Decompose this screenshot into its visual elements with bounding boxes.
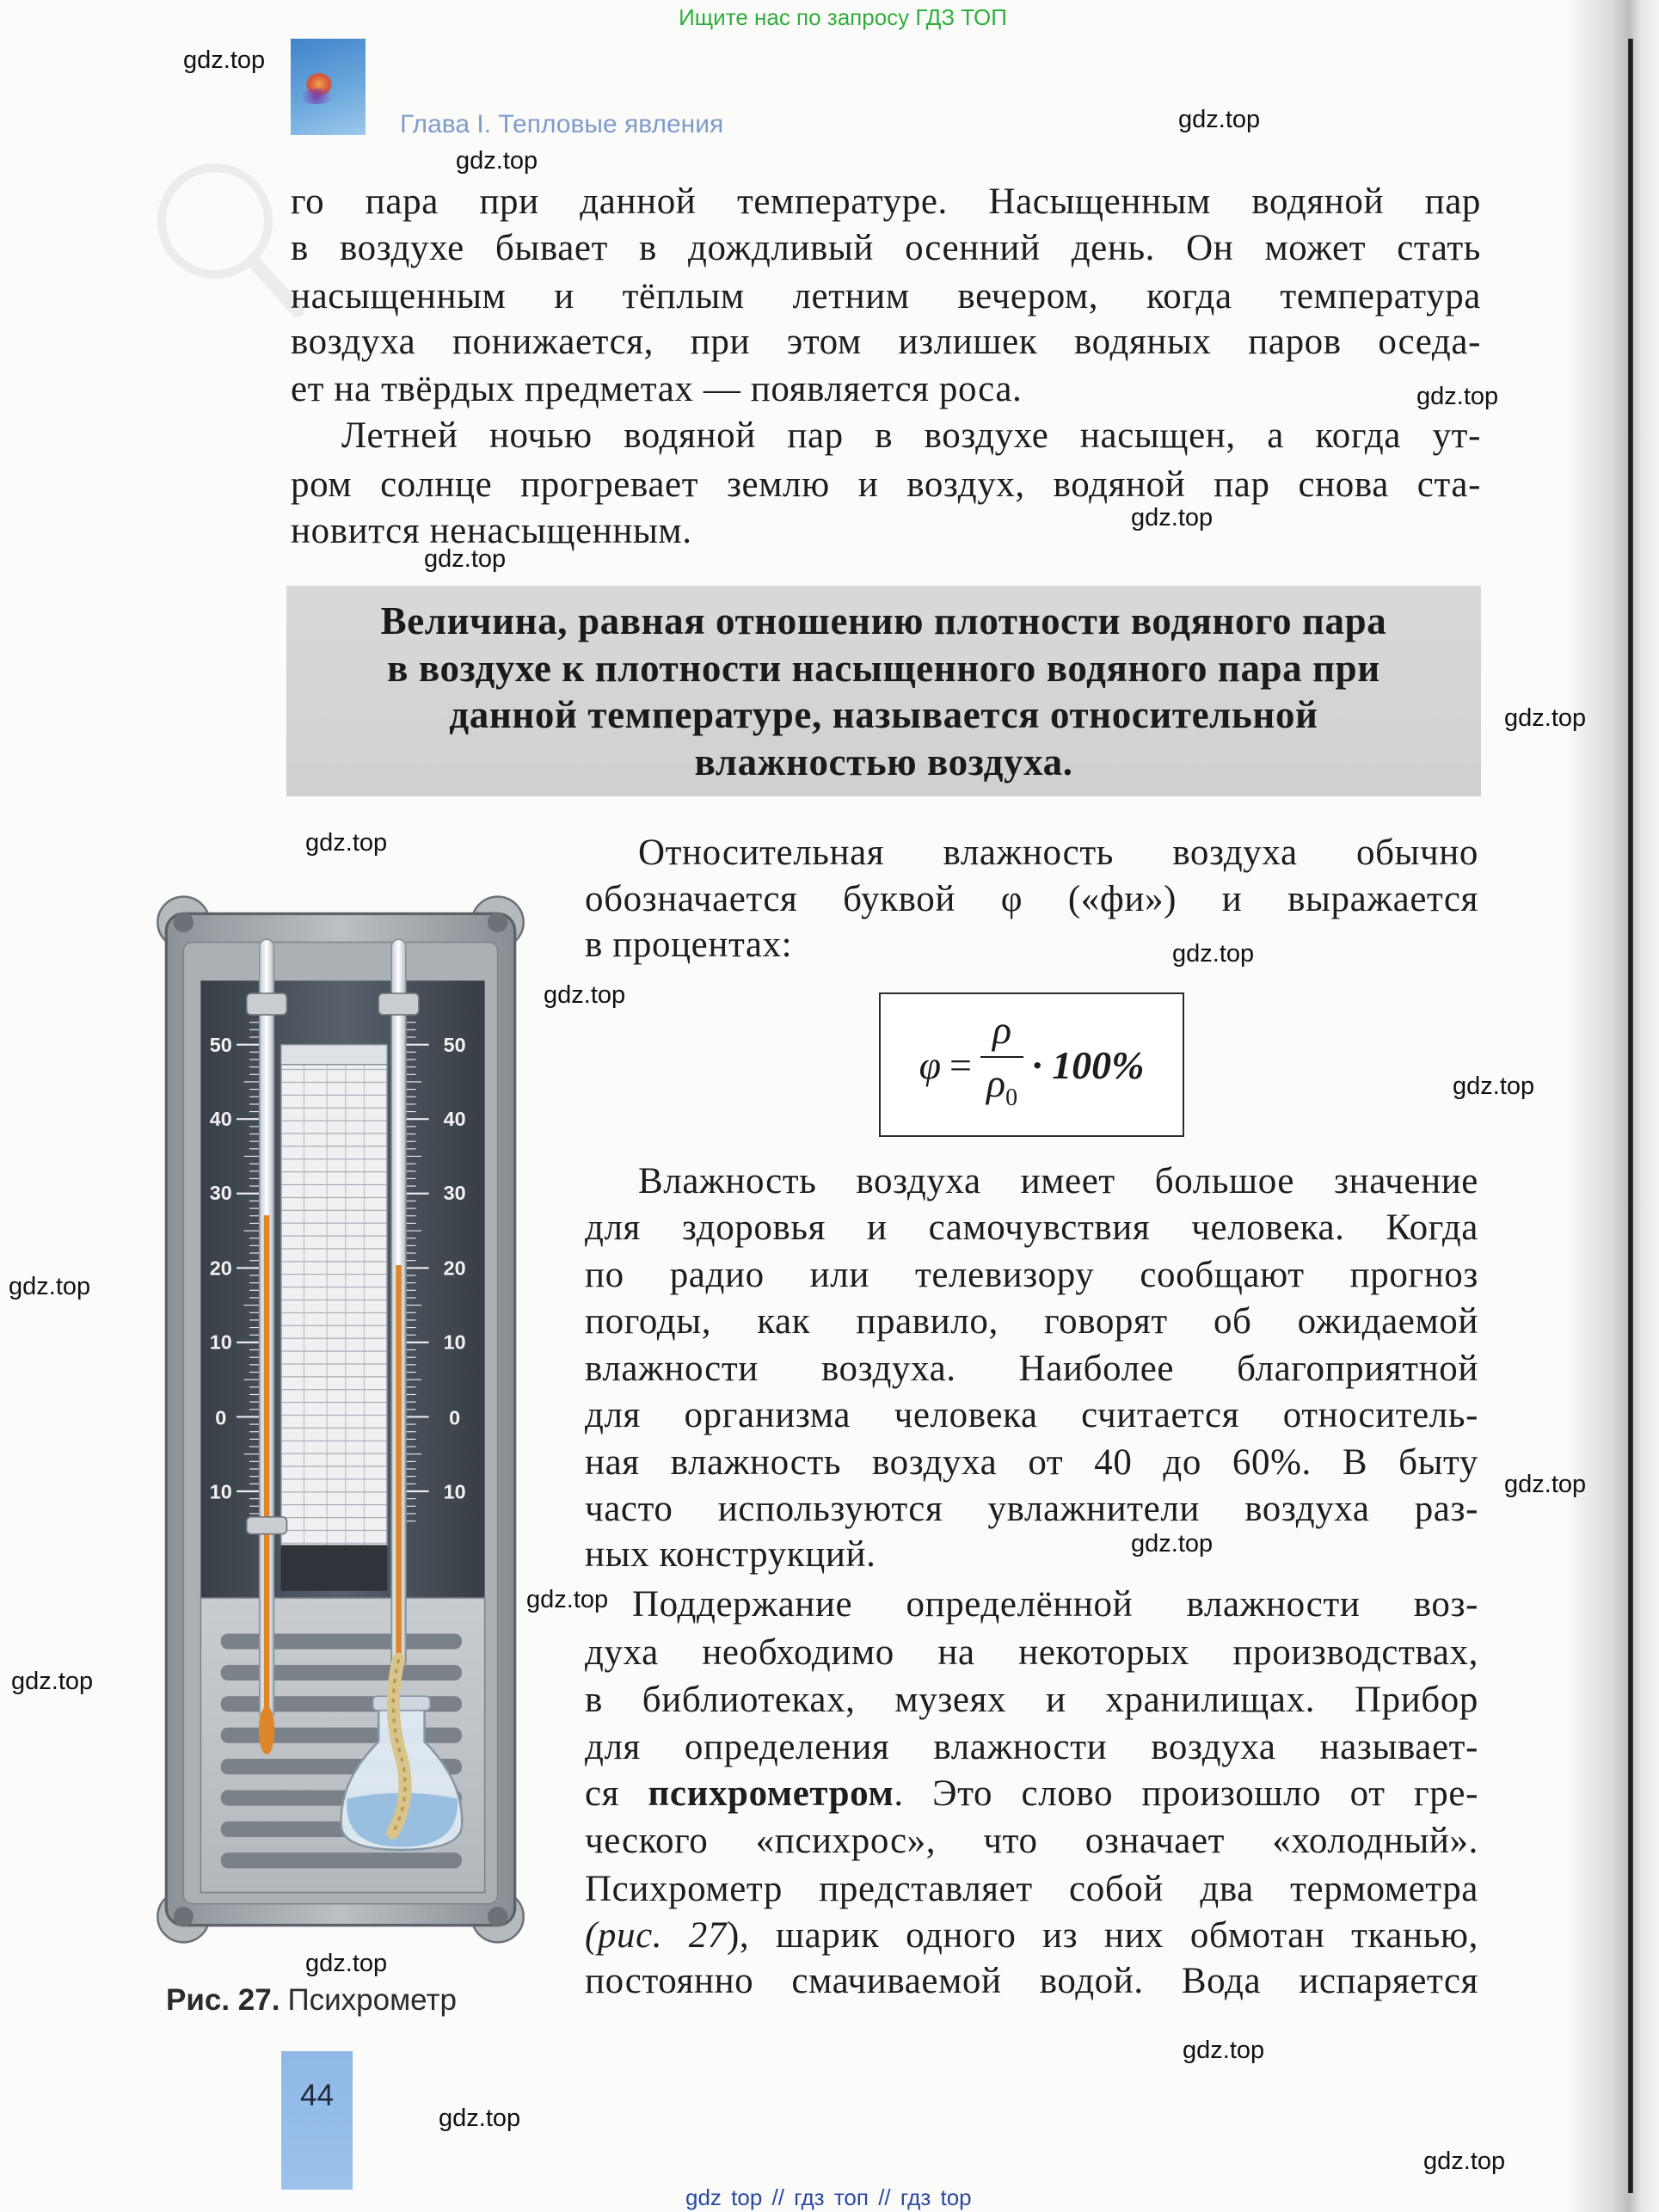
scale-label-right: 40 — [443, 1108, 466, 1130]
body-line: в процентах: — [585, 925, 793, 965]
definition-line: влажностью воздуха. — [694, 740, 1073, 783]
definition-line: данной температуре, называется относительной — [449, 693, 1318, 736]
scale-label-left: 40 — [209, 1108, 232, 1130]
intro-line: Летней ночью водяной пар в воздухе насыщен, а когда ут- — [341, 415, 1481, 456]
phi-symbol: φ — [919, 1042, 942, 1087]
mounting-hole — [174, 1907, 194, 1926]
thumbnail-shape — [298, 89, 335, 104]
scale-label-right: 10 — [443, 1330, 466, 1354]
definition-line: Величина, равная отношению плотности водяного пара — [380, 599, 1387, 642]
dry-thermometer-mercury — [264, 1215, 270, 1713]
scale-label-right: 10 — [443, 1480, 466, 1503]
term-psychrometer: психрометром — [648, 1773, 894, 1814]
body-line: погоды, как правило, говорят об ожидаемой — [585, 1301, 1478, 1342]
watermark: gdz.top — [1416, 383, 1499, 410]
body-line — [585, 1913, 1478, 1959]
body-line — [585, 1771, 1478, 1817]
formula-box — [879, 992, 1184, 1137]
figure-title: Психрометр — [287, 1983, 457, 2017]
scale-label-left: 0 — [215, 1406, 227, 1429]
watermark: gdz.top — [9, 1273, 91, 1300]
psychrometer-illustration — [155, 891, 526, 1948]
magnifier-icon — [146, 159, 310, 323]
page-edge-shadow — [1570, 0, 1659, 2212]
watermark: gdz.top — [1131, 1530, 1214, 1558]
grille-slot — [221, 1633, 462, 1649]
wet-thermometer-mercury — [396, 1265, 402, 1663]
watermark: gdz.top — [456, 147, 538, 175]
body-line: постоянно смачиваемой водой. Вода испаряется — [585, 1961, 1478, 2001]
definition-line: в воздухе к плотности насыщенного водяного пара при — [387, 647, 1380, 690]
watermark: gdz.top — [1453, 1072, 1535, 1100]
watermark: gdz.top — [1504, 704, 1587, 732]
body-line: Влажность воздуха имеет большое значение — [638, 1161, 1478, 1201]
body-line: Поддержание определённой влажности воз- — [632, 1584, 1478, 1625]
humidity-table — [281, 1045, 387, 1545]
body-line: по радио или телевизору сообщают прогноз — [585, 1255, 1478, 1295]
scale-label-left: 10 — [209, 1480, 232, 1503]
body-line: ная влажность воздуха от 40 до 60%. В быту — [585, 1442, 1478, 1483]
body-line: для определения влажности воздуха называет- — [585, 1727, 1478, 1767]
percent-multiplier: · 100% — [1032, 1042, 1145, 1087]
body-line: ческого «психрос», что означает «холодный». — [585, 1821, 1478, 1861]
watermark: gdz.top — [424, 545, 507, 573]
body-line: духа необходимо на некоторых производствах, — [585, 1632, 1478, 1673]
figure-reference: рис. 27 — [597, 1915, 727, 1956]
body-line: для здоровья и самочувствия человека. Когда — [585, 1207, 1478, 1248]
mounting-hole — [488, 1907, 507, 1926]
body-line: влажности воздуха. Наиболее благоприятной — [585, 1349, 1478, 1389]
body-line: ных конструкций. — [585, 1534, 876, 1575]
grille-slot — [221, 1853, 462, 1868]
body-line: обозначается буквой φ («фи») и выражается — [585, 879, 1478, 919]
body-line: Относительная влажность воздуха обычно — [638, 833, 1478, 873]
intro-line: го пара при данной температуре. Насыщенным водяной пар — [291, 181, 1481, 222]
panel-dark-strip — [281, 1545, 387, 1591]
intro-line: в воздухе бывает в дождливый осенний день. Он может стать — [291, 228, 1481, 268]
search-banner: Ищите нас по запросу ГДЗ ТОП — [679, 4, 1007, 30]
line-segment: ся — [585, 1773, 648, 1814]
page-number: 44 — [300, 2079, 334, 2112]
thermometer-clamp — [247, 1517, 287, 1534]
thermometer-clamp — [378, 993, 419, 1015]
thermometer-clamp — [247, 993, 287, 1015]
intro-line: воздуха понижается, при этом излишек водяных паров оседа- — [291, 322, 1481, 362]
page-number-tab — [281, 2051, 353, 2190]
humidity-table-header — [281, 1045, 387, 1065]
intro-line: ет на твёрдых предметах — появляется роса. — [291, 369, 1023, 409]
grille-slot — [221, 1665, 462, 1681]
grille-slot — [221, 1728, 462, 1743]
figure-caption — [166, 1982, 457, 2018]
scale-label-right: 0 — [449, 1406, 461, 1429]
scale-label-right: 20 — [443, 1257, 466, 1280]
line-segment: . Это слово произошло от гре- — [894, 1773, 1478, 1814]
fraction — [980, 1005, 1023, 1124]
watermark: gdz.top — [1172, 940, 1255, 968]
watermark: gdz.top — [1131, 504, 1214, 531]
equals-sign: = — [949, 1042, 972, 1087]
scale-label-left: 50 — [209, 1034, 232, 1056]
watermark: gdz.top — [439, 2104, 521, 2132]
watermark: gdz.top — [526, 1586, 609, 1613]
mounting-hole — [174, 912, 194, 932]
scale-label-right: 30 — [443, 1182, 466, 1204]
body-line: в библиотеках, музеях и хранилищах. Прибор — [585, 1680, 1478, 1720]
scale-label-left: 10 — [209, 1330, 232, 1354]
line-segment: ), шарик одного из них обмотан тканью, — [726, 1915, 1478, 1956]
intro-line: ром солнце прогревает землю и воздух, водяной пар снова ста- — [291, 464, 1481, 505]
scale-label-left: 30 — [209, 1182, 232, 1204]
body-line: Психрометр представляет собой два термометра — [585, 1869, 1478, 1909]
line-segment: ( — [585, 1915, 598, 1956]
body-line: часто используются увлажнители воздуха раз- — [585, 1489, 1478, 1529]
watermark: gdz.top — [305, 829, 388, 857]
chapter-thumbnail — [291, 39, 366, 135]
watermark: gdz.top — [305, 1950, 388, 1977]
footer-links: gdz top // гдз топ // гдз top — [685, 2184, 972, 2210]
denominator-symbol: ρ — [986, 1061, 1006, 1106]
watermark: gdz.top — [11, 1668, 94, 1695]
figure-label: Рис. 27. — [166, 1983, 280, 2017]
watermark: gdz.top — [1183, 2037, 1265, 2064]
flask-rim — [373, 1696, 431, 1711]
watermark: gdz.top — [1423, 2147, 1506, 2175]
watermark: gdz.top — [544, 981, 626, 1009]
body-line: для организма человека считается относитель- — [585, 1395, 1478, 1435]
dry-thermometer-bulb — [259, 1706, 274, 1754]
page-binding-line — [1628, 39, 1633, 2193]
chapter-title: Глава I. Тепловые явления — [400, 110, 724, 138]
fraction-denominator — [986, 1058, 1017, 1124]
scale-label-right: 50 — [443, 1034, 466, 1056]
watermark: gdz.top — [183, 46, 266, 74]
mounting-hole — [488, 912, 507, 932]
watermark: gdz.top — [1178, 106, 1261, 133]
watermark: gdz.top — [1504, 1471, 1587, 1498]
denominator-subscript: 0 — [1005, 1084, 1018, 1112]
intro-line: насыщенным и тёплым летним вечером, когда температура — [291, 276, 1481, 316]
scale-label-left: 20 — [209, 1257, 232, 1280]
intro-line: новится ненасыщенным. — [291, 511, 692, 551]
fraction-numerator: ρ — [980, 1005, 1023, 1058]
